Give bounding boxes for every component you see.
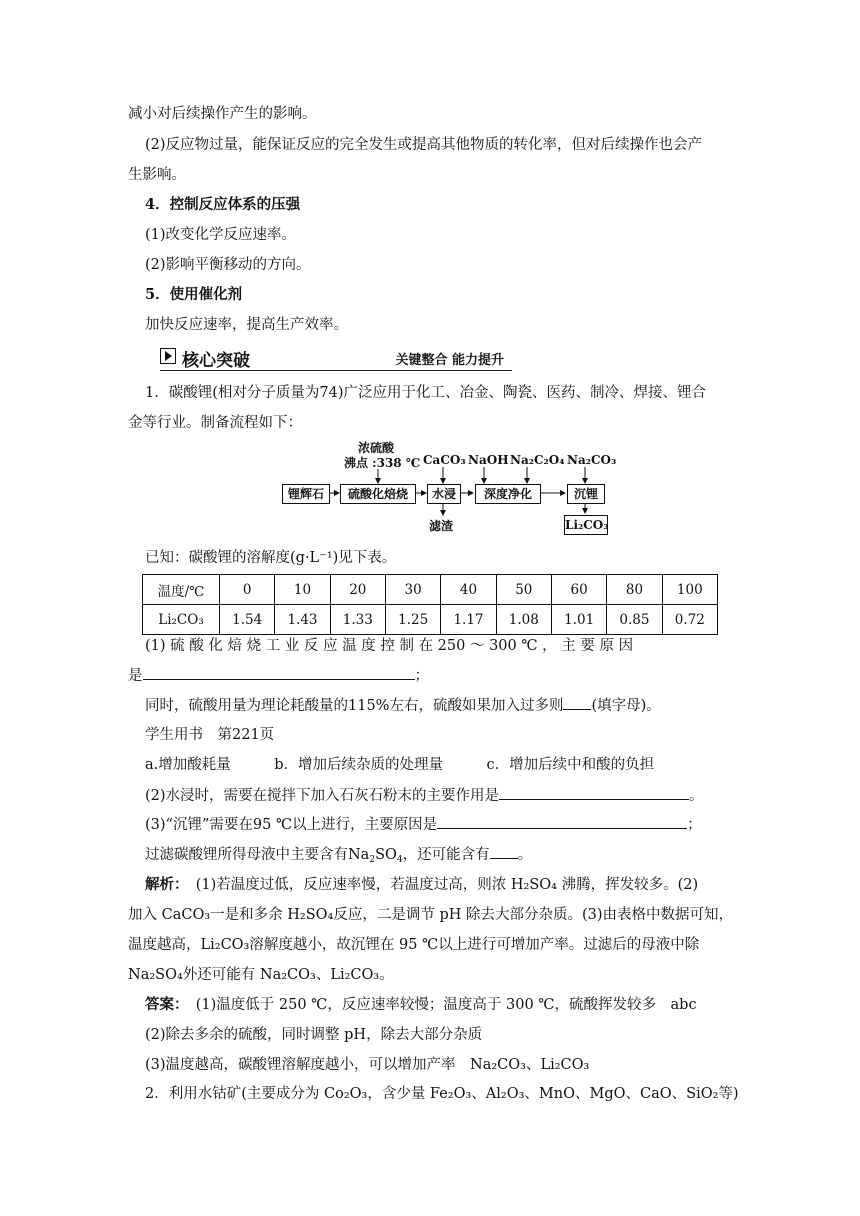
flow-box-water-leach: 水浸 (427, 484, 461, 504)
question-1-part-1: (1) 硫 酸 化 焙 烧 工 业 反 应 温 度 控 制 在 250 ～ 300 ℃ ， 主 要 原 因 (145, 638, 634, 654)
analysis-line (145, 875, 755, 895)
table-cell: 1.33 (330, 605, 385, 635)
flow-label-na2c2o4: Na₂C₂O₄ (510, 453, 565, 467)
table-cell: 50 (496, 575, 551, 605)
table-cell: 1.01 (551, 605, 606, 635)
table-cell: 40 (441, 575, 496, 605)
analysis-label: 解析： (145, 876, 182, 893)
text-line: 金等行业。制备流程如下： (128, 415, 302, 431)
flow-label-naoh: NaOH (468, 453, 509, 467)
answer-blank (499, 785, 689, 800)
option-c: c．增加后续中和酸的负担 (486, 757, 655, 773)
text-line: 过滤碳酸锂所得母液中主要含有$Na_2SO_4$，还可能含有 。 (145, 844, 755, 865)
table-cell: 10 (275, 575, 330, 605)
flow-label-acid: 浓硫酸 (358, 441, 395, 455)
text-line: 生影响。 (128, 167, 186, 183)
text-span: (1)温度低于 250 ℃，反应速率较慢；温度高于 300 ℃，硫酸挥发较多 abc (181, 997, 697, 1013)
table-cell: 0.85 (607, 605, 662, 635)
table-cell: 30 (385, 575, 440, 605)
table-cell: 0.72 (662, 605, 717, 635)
flow-label-boiling-point: 沸点 :338 ℃ (344, 456, 421, 470)
table-cell: 1.54 (220, 605, 275, 635)
flow-label-na2co3: Na₂CO₃ (567, 453, 617, 467)
table-cell: 80 (607, 575, 662, 605)
table-row-header-cell: Li₂CO₃ (143, 605, 220, 635)
table-cell: 60 (551, 575, 606, 605)
process-flow-diagram (282, 439, 617, 539)
section-banner (160, 346, 512, 371)
table-cell: 20 (330, 575, 385, 605)
banner-subtitle: 关键整合 能力提升 (395, 353, 504, 368)
text-line: (2)反应物过量，能保证反应的完全发生或提高其他物质的转化率，但对后续操作也会产 (145, 137, 703, 153)
question-1-intro: 1．碳酸锂(相对分子质量为74)广泛应用于化工、冶金、陶瓷、医药、制冷、焊接、锂合 (145, 385, 706, 401)
text-span: (3)“沉锂”需要在95 ℃以上进行，主要原因是 (145, 817, 438, 833)
text-line: (2)影响平衡移动的方向。 (145, 257, 311, 273)
text-line: (2)水浸时，需要在搅拌下加入石灰石粉末的主要作用是 。 (145, 785, 755, 806)
analysis-line: 加入 CaCO₃一是和多余 H₂SO₄反应，二是调节 pH 除去大部分杂质。(3)由表格中数据可知， (128, 907, 734, 923)
flow-box-product: Li₂CO₃ (564, 515, 608, 535)
question-2-intro: 2．利用水钴矿(主要成分为 Co₂O₃，含少量 Fe₂O₃、Al₂O₃、MnO、MgO、CaO、SiO₂等) (145, 1086, 739, 1102)
answer-blank (437, 814, 687, 829)
analysis-line: Na₂SO₄外还可能有 Na₂CO₃、Li₂CO₃。 (128, 967, 394, 983)
page-reference: 学生用书 第221页 (145, 727, 275, 743)
table-cell: 0 (220, 575, 275, 605)
table-row (143, 605, 718, 635)
table-cell: 100 (662, 575, 717, 605)
banner-title: 核心突破 (182, 351, 250, 371)
solubility-table (142, 574, 718, 635)
answer-blank (143, 665, 415, 680)
flow-label-residue: 滤渣 (429, 519, 454, 533)
text-line: (1)改变化学反应速率。 (145, 227, 297, 243)
analysis-line: 温度越高，Li₂CO₃溶解度越小，故沉锂在 95 ℃以上进行可增加产率。过滤后的母液中除 (128, 937, 700, 953)
text-span: SO (375, 847, 397, 863)
table-cell: 1.43 (275, 605, 330, 635)
section-heading: 5．使用催化剂 (145, 286, 243, 303)
play-triangle-icon (160, 348, 176, 364)
text-span: 是 (128, 668, 143, 684)
table-cell: 1.25 (385, 605, 440, 635)
flow-label-caco3: CaCO₃ (423, 453, 466, 467)
option-a: a.增加酸耗量 (145, 757, 231, 773)
text-line: 加快反应速率，提高生产效率。 (145, 317, 348, 333)
text-span: 过滤碳酸锂所得母液中主要含有Na (145, 847, 370, 863)
answer-label: 答案： (145, 996, 182, 1013)
text-span: (填字母)。 (591, 698, 661, 714)
option-b: b．增加后续杂质的处理量 (274, 757, 444, 773)
answer-blank (490, 844, 518, 859)
text-line: (3)“沉锂”需要在95 ℃以上进行，主要原因是 ； (145, 814, 755, 835)
table-cell: 1.17 (441, 605, 496, 635)
flow-box-roasting: 硫酸化焙烧 (340, 484, 416, 504)
table-row-header-cell: 温度/℃ (143, 575, 220, 605)
text-line (145, 695, 755, 716)
text-span: 同时，硫酸用量为理论耗酸量的115%左右，硫酸如果加入过多则 (145, 698, 564, 714)
text-line: 已知：碳酸锂的溶解度(g·L⁻¹)见下表。 (145, 550, 397, 566)
text-line: 是 ； (128, 665, 738, 686)
table-cell: 1.08 (496, 605, 551, 635)
text-span: (1)若温度过低，反应速率慢，若温度过高，则浓 H₂SO₄ 沸腾，挥发较多。(2) (181, 877, 699, 893)
text-span: (2)水浸时，需要在搅拌下加入石灰石粉末的主要作用是 (145, 788, 500, 804)
section-heading: 4．控制反应体系的压强 (145, 196, 301, 213)
answer-blank (563, 695, 591, 710)
text-line: 减小对后续操作产生的影响。 (128, 106, 317, 122)
answer-line: (3)温度越高，碳酸锂溶解度越小，可以增加产率 Na₂CO₃、Li₂CO₃ (145, 1057, 590, 1073)
table-row (143, 575, 718, 605)
text-span: ，还可能含有 (402, 847, 490, 863)
answer-line: (2)除去多余的硫酸，同时调整 pH，除去大部分杂质 (145, 1027, 483, 1043)
answer-line (145, 995, 755, 1015)
flow-box-precipitation: 沉锂 (567, 484, 605, 504)
flow-box-purification: 深度净化 (475, 484, 541, 504)
flow-box-spodumene: 锂辉石 (282, 484, 330, 504)
options-line (145, 755, 755, 775)
